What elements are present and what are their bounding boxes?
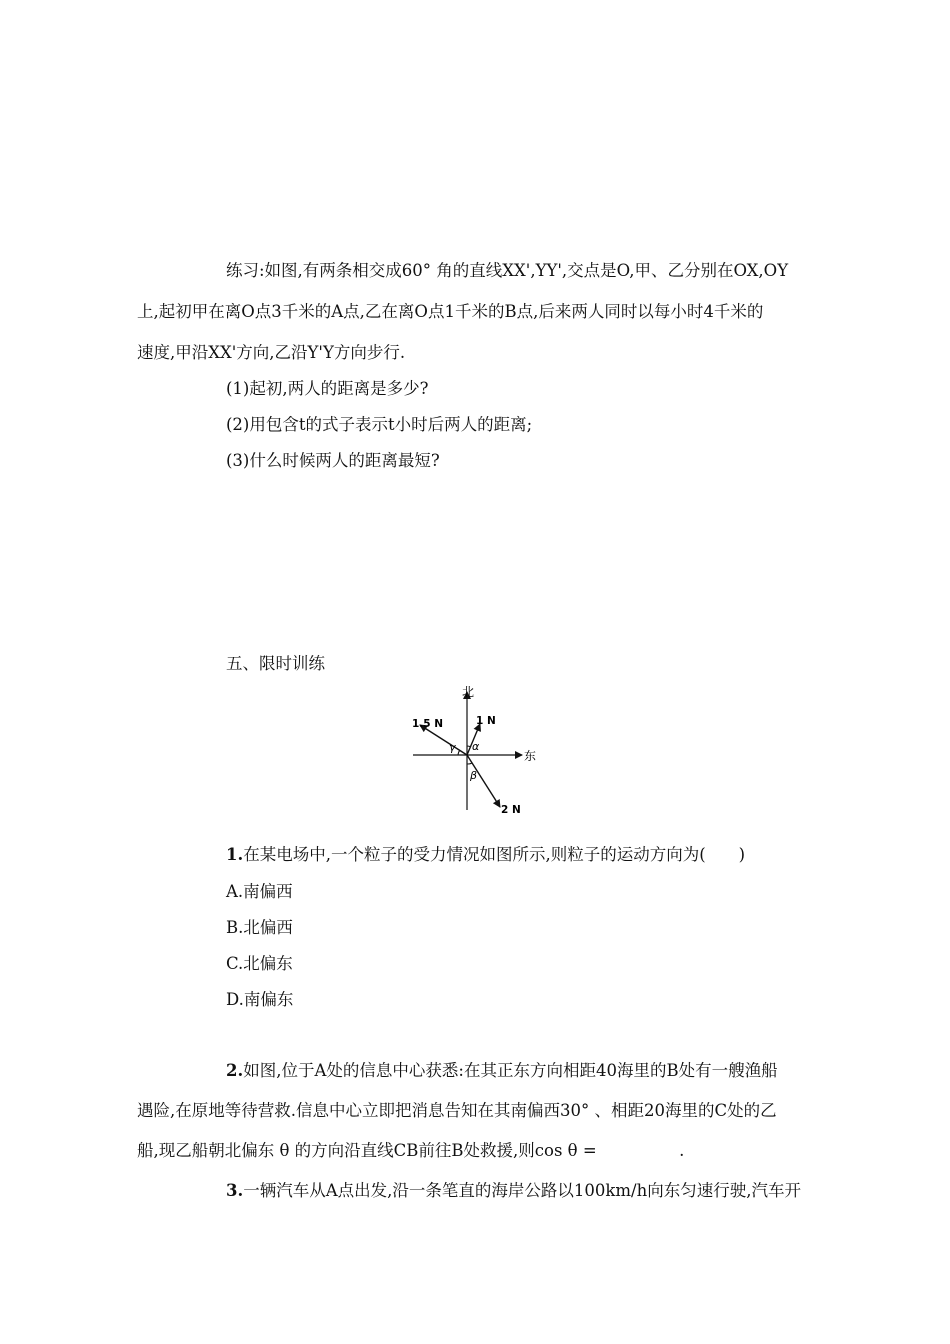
- force-2n-label: 2 N: [501, 804, 521, 816]
- problem-2-line-1: [226, 1061, 778, 1081]
- beta-label: β: [470, 769, 478, 782]
- problem-2-line-3: 船,现乙船朝北偏东 θ 的方向沿直线CB前往B处救援,则cos θ = .: [137, 1141, 685, 1160]
- practice-question-2: (2)用包含t的式子表示t小时后两人的距离;: [226, 415, 533, 434]
- problem-3-text-1: 一辆汽车从A点出发,沿一条笔直的海岸公路以100km/h向东匀速行驶,汽车开: [243, 1181, 801, 1200]
- practice-line-3: 速度,甲沿XX'方向,乙沿Y'Y方向步行.: [137, 343, 406, 362]
- problem-1-stem: [226, 845, 745, 865]
- practice-line-1: 练习:如图,有两条相交成60° 角的直线XX',YY',交点是O,甲、乙分别在OX,OY: [226, 261, 789, 280]
- problem-1-option-a: A.南偏西: [226, 882, 293, 901]
- section-title: 五、限时训练: [226, 654, 325, 673]
- problem-3-number: 3.: [226, 1181, 244, 1200]
- force-1-5n-label: 1.5 N: [412, 718, 444, 730]
- problem-1-number: 1.: [226, 845, 244, 864]
- east-label: 东: [524, 749, 537, 763]
- problem-3-line-1: [226, 1181, 801, 1201]
- problem-2-number: 2.: [226, 1061, 244, 1080]
- problem-2-text-1: 如图,位于A处的信息中心获悉:在其正东方向相距40海里的B处有一艘渔船: [243, 1061, 778, 1080]
- north-label: 北: [462, 685, 475, 699]
- gamma-arc: [458, 750, 460, 755]
- problem-2-line-2: 遇险,在原地等待营救.信息中心立即把消息告知在其南偏西30° 、相距20海里的C处的乙: [137, 1101, 777, 1120]
- force-1n-label: 1 N: [476, 715, 496, 727]
- practice-question-3: (3)什么时候两人的距离最短?: [226, 451, 440, 470]
- practice-question-1: (1)起初,两人的距离是多少?: [226, 379, 429, 398]
- problem-1-option-c: C.北偏东: [226, 954, 293, 973]
- beta-arc: [467, 763, 472, 764]
- alpha-label: α: [472, 740, 480, 753]
- force-diagram: [400, 680, 550, 820]
- practice-line-2: 上,起初甲在离O点3千米的A点,乙在离O点1千米的B点,后来两人同时以每小时4千米的: [137, 302, 764, 321]
- problem-1-option-d: D.南偏东: [226, 990, 294, 1009]
- problem-1-text: 在某电场中,一个粒子的受力情况如图所示,则粒子的运动方向为( ): [243, 845, 746, 864]
- gamma-label: γ: [449, 741, 456, 754]
- problem-1-option-b: B.北偏西: [226, 918, 293, 937]
